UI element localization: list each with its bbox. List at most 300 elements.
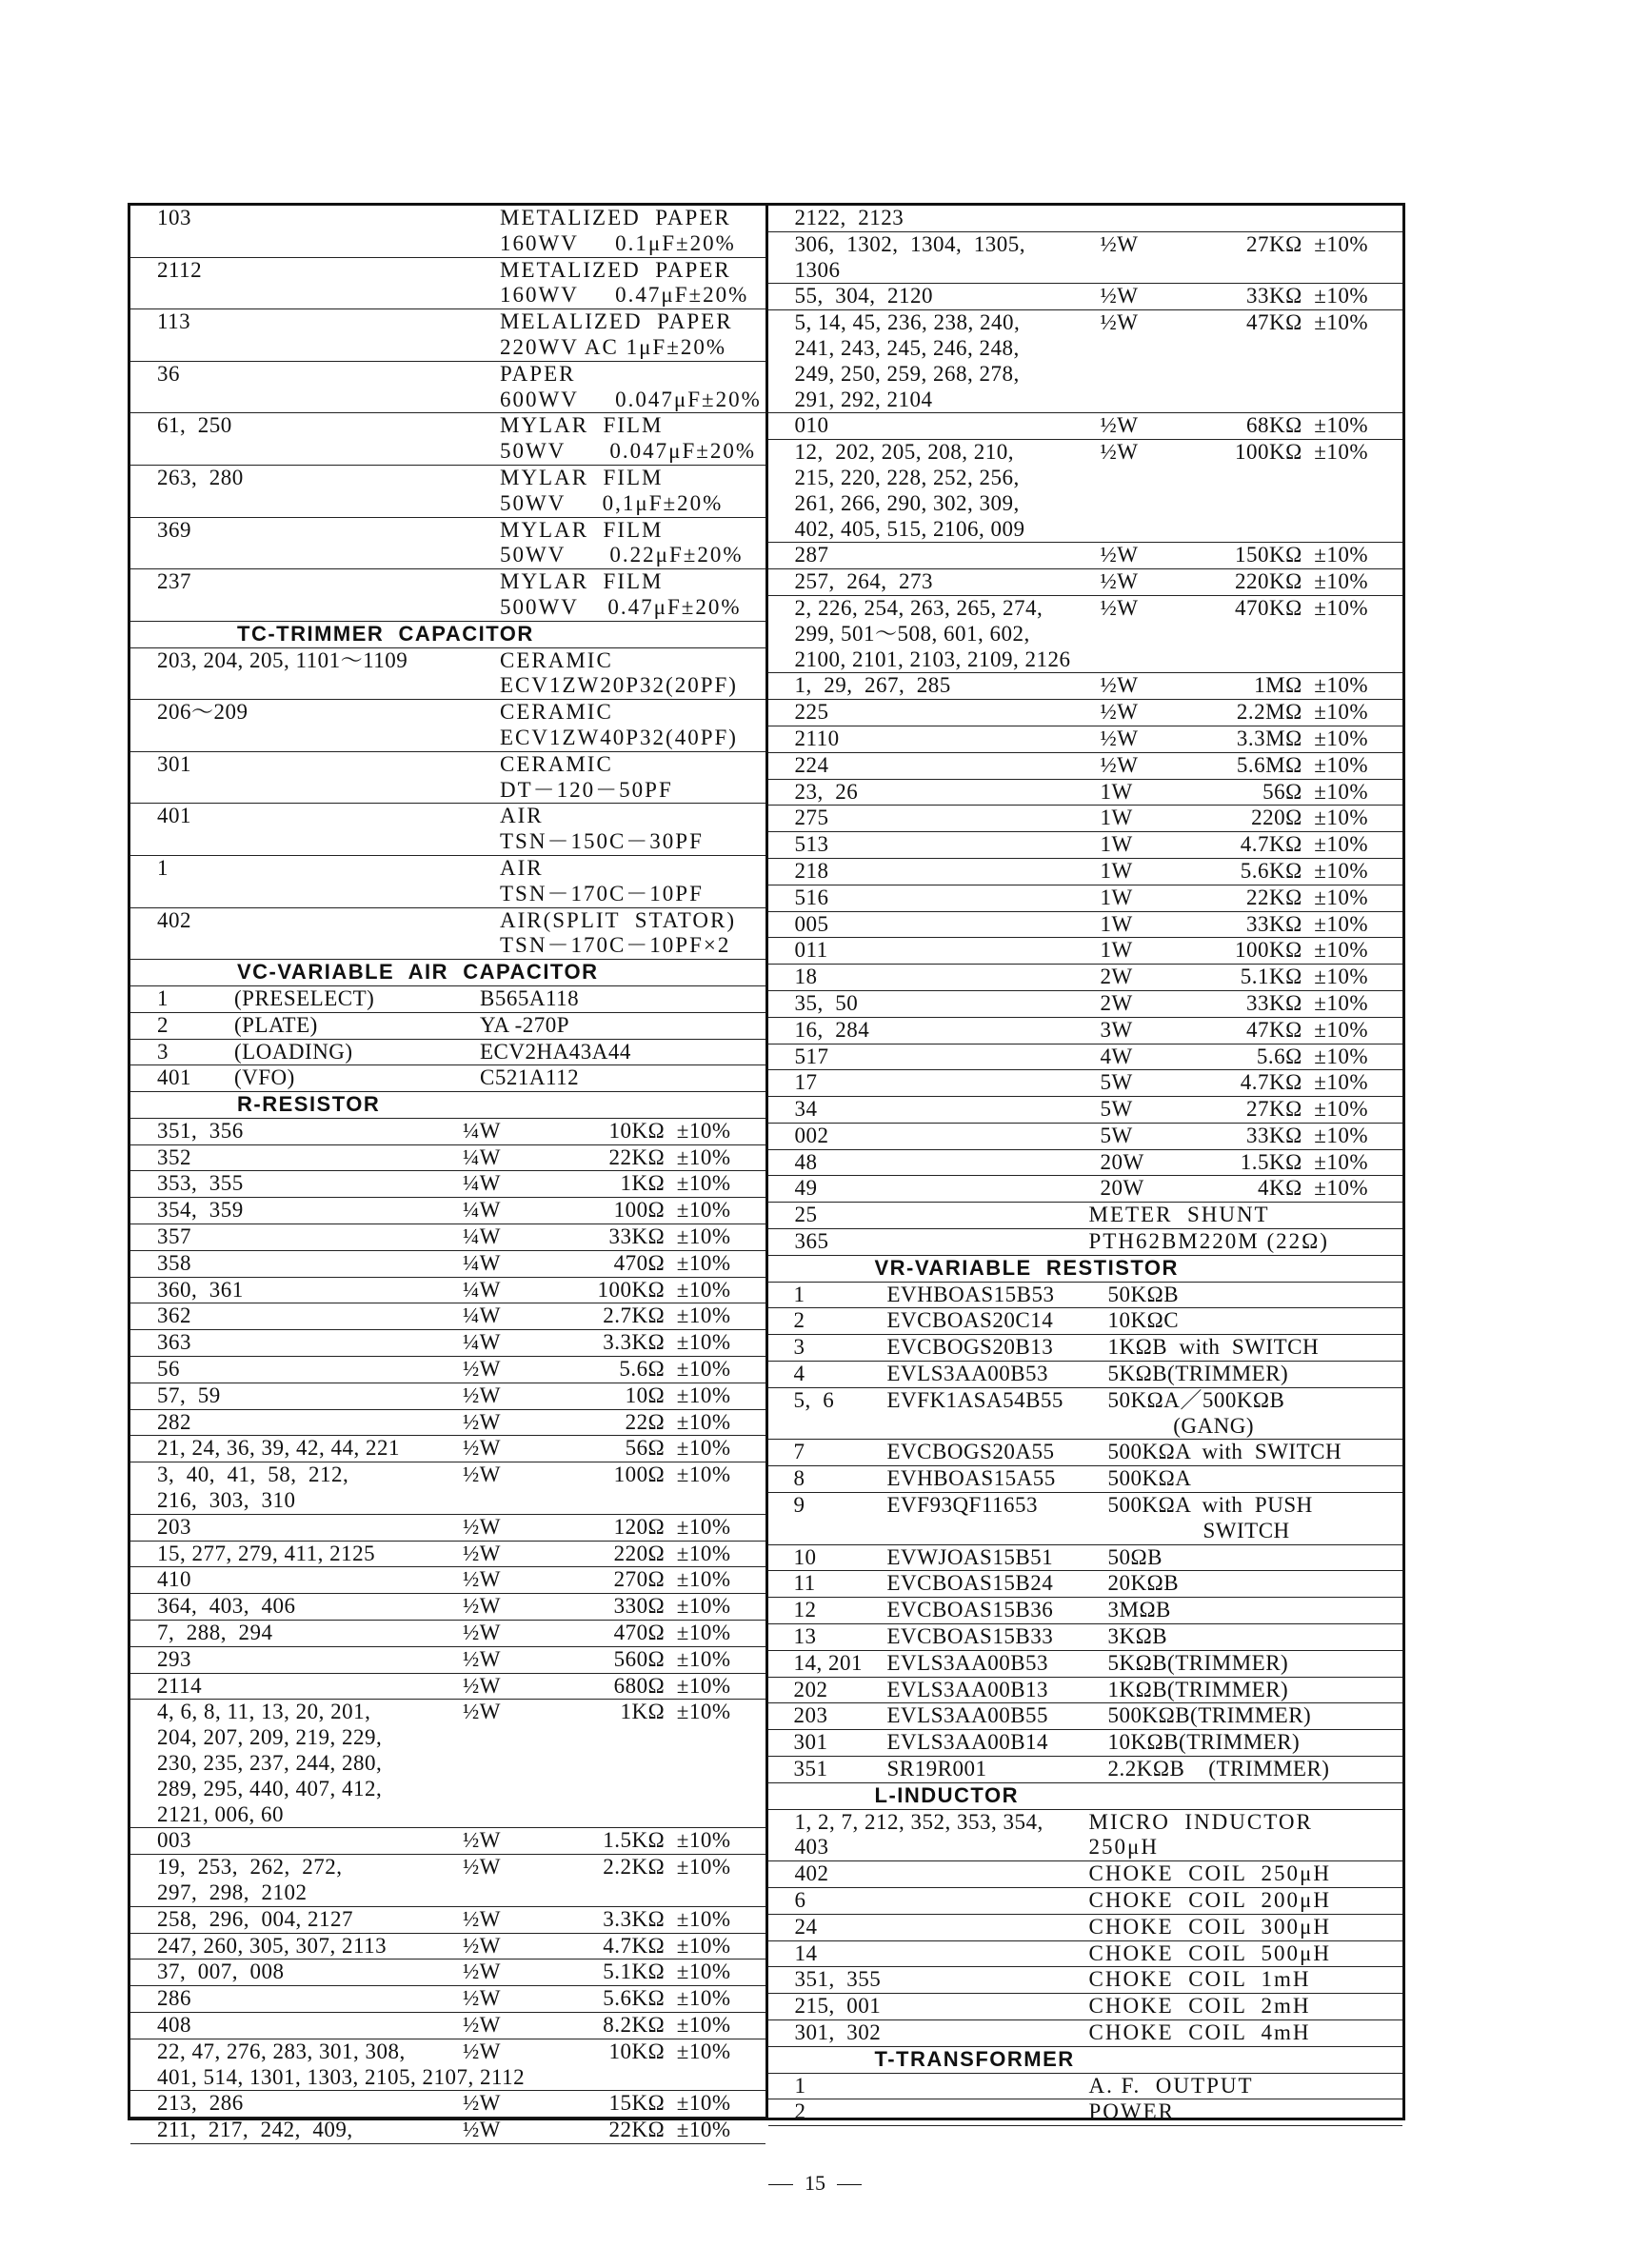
- resistance-value: 47KΩ ±10%: [1246, 310, 1368, 335]
- ref-numbers: 402: [157, 907, 191, 932]
- table-row: [130, 1700, 765, 1828]
- wattage: ½W: [1100, 595, 1139, 620]
- specification: 500KΩA with PUSH SWITCH: [1107, 1493, 1313, 1542]
- wattage: ½W: [463, 2039, 501, 2063]
- table-row: [768, 1493, 1403, 1545]
- ref-numbers: 15, 277, 279, 411, 2125: [157, 1541, 376, 1565]
- table-row: [768, 569, 1403, 596]
- wattage: ½W: [1100, 673, 1139, 698]
- specification: 500KΩA with SWITCH: [1107, 1440, 1342, 1464]
- part-number: EVFK1ASA54B55: [886, 1387, 1063, 1412]
- ref-number: 1: [157, 985, 169, 1010]
- table-row: [130, 1515, 765, 1542]
- section-heading: TC-TRIMMER CAPACITOR: [237, 621, 534, 646]
- table-row: [130, 1013, 765, 1040]
- resistance-value: 5.6MΩ ±10%: [1236, 752, 1368, 777]
- table-row: [130, 1065, 765, 1092]
- part-number: EVCBOGS20B13: [886, 1335, 1054, 1360]
- table-row: [130, 413, 765, 466]
- resistance-value: 2.7KΩ ±10%: [603, 1303, 731, 1328]
- specification: 50KΩA／500KΩB (GANG): [1107, 1387, 1285, 1438]
- resistance-value: 4KΩ ±10%: [1258, 1176, 1368, 1201]
- description: CERAMIC DT－120－50PF: [500, 751, 673, 802]
- ref-number: 1: [793, 1282, 805, 1306]
- wattage: 5W: [1100, 1070, 1133, 1095]
- ref-numbers: 113: [157, 309, 191, 334]
- ref-numbers: 61, 250: [157, 413, 232, 438]
- wattage: ¼W: [463, 1330, 501, 1355]
- specification: 5KΩB(TRIMMER): [1107, 1650, 1289, 1675]
- wattage: ½W: [463, 1409, 501, 1434]
- ref-number: 12: [793, 1598, 817, 1622]
- table-row: [130, 466, 765, 518]
- wattage: ½W: [463, 1462, 501, 1487]
- table-row: [130, 2091, 765, 2118]
- wattage: ½W: [463, 1436, 501, 1461]
- wattage: ¼W: [463, 1118, 501, 1143]
- wattage: 1W: [1100, 806, 1133, 830]
- ref-numbers: 49: [794, 1176, 818, 1201]
- part-number: EVCBOAS15B36: [886, 1598, 1054, 1622]
- ref-numbers: 35, 50: [794, 990, 859, 1015]
- table-row: [130, 206, 765, 258]
- table-row: [130, 1410, 765, 1437]
- ref-numbers: 2122, 2123: [794, 206, 904, 229]
- section-heading: T-TRANSFORMER: [874, 2046, 1075, 2071]
- ref-numbers: 363: [157, 1330, 191, 1355]
- table-row: [130, 1960, 765, 1986]
- table-row: [768, 596, 1403, 673]
- description: MICRO INDUCTOR 250μH: [1088, 1809, 1313, 1860]
- ref-numbers: 002: [794, 1123, 829, 1147]
- ref-numbers: 257, 264, 273: [794, 569, 933, 594]
- table-row: [768, 1440, 1403, 1466]
- table-row: [768, 726, 1403, 753]
- ref-numbers: 362: [157, 1303, 191, 1328]
- resistance-value: 120Ω ±10%: [613, 1514, 731, 1539]
- table-row: [130, 1594, 765, 1621]
- description: METALIZED PAPER 160WV 0.47μF±20%: [500, 257, 749, 308]
- table-row: [130, 1278, 765, 1304]
- ref-numbers: 360, 361: [157, 1277, 244, 1302]
- description: METER SHUNT: [1088, 1203, 1270, 1227]
- table-row: [130, 2039, 765, 2092]
- ref-numbers: 306, 1302, 1304, 1305, 1306: [794, 231, 1025, 282]
- table-row: [130, 856, 765, 908]
- wattage: ¼W: [463, 1144, 501, 1169]
- wattage: ½W: [463, 1933, 501, 1958]
- wattage: ½W: [463, 1646, 501, 1671]
- table-row: [768, 1362, 1403, 1388]
- resistance-value: 27KΩ ±10%: [1246, 231, 1368, 256]
- ref-numbers: 354, 359: [157, 1198, 244, 1223]
- resistance-value: 33KΩ ±10%: [1246, 284, 1368, 308]
- ref-numbers: 1, 2, 7, 212, 352, 353, 354, 403: [794, 1809, 1044, 1860]
- ref-numbers: 365: [794, 1229, 829, 1254]
- table-row: [130, 1567, 765, 1594]
- section-header: [768, 1783, 1403, 1810]
- description: CHOKE COIL 4mH: [1088, 2019, 1311, 2044]
- ref-number: 5, 6: [793, 1387, 835, 1412]
- ref-numbers: 408: [157, 2012, 191, 2037]
- table-row: [130, 752, 765, 805]
- wattage: ½W: [1100, 440, 1139, 465]
- position: (PLATE): [234, 1012, 318, 1037]
- table-row: [130, 1436, 765, 1462]
- table-row: [768, 1941, 1403, 1968]
- wattage: 5W: [1100, 1123, 1133, 1147]
- wattage: ½W: [463, 1514, 501, 1539]
- table-row: [130, 1224, 765, 1251]
- resistance-value: 5.1KΩ ±10%: [1240, 965, 1368, 989]
- ref-number: 9: [793, 1493, 805, 1518]
- table-row: [768, 1598, 1403, 1624]
- position: (VFO): [234, 1065, 295, 1090]
- ref-number: 11: [793, 1571, 816, 1596]
- description: CHOKE COIL 200μH: [1088, 1888, 1331, 1912]
- resistance-value: 8.2KΩ ±10%: [603, 2012, 731, 2037]
- table-row: [768, 1678, 1403, 1704]
- ref-numbers: 003: [157, 1828, 191, 1853]
- ref-numbers: 410: [157, 1567, 191, 1592]
- description: POWER: [1088, 2099, 1175, 2124]
- table-row: [768, 700, 1403, 726]
- ref-numbers: 213, 286: [157, 2091, 244, 2116]
- wattage: ½W: [463, 1383, 501, 1407]
- part-number: ECV2HA43A44: [480, 1039, 631, 1064]
- ref-numbers: 005: [794, 911, 829, 936]
- resistance-value: 2.2KΩ ±10%: [603, 1855, 731, 1880]
- resistance-value: 22Ω ±10%: [625, 1409, 731, 1434]
- wattage: ½W: [1100, 284, 1139, 308]
- ref-numbers: 263, 280: [157, 465, 244, 489]
- ref-numbers: 211, 217, 242, 409,: [157, 2118, 353, 2142]
- resistance-value: 68KΩ ±10%: [1246, 413, 1368, 438]
- resistance-value: 470Ω ±10%: [613, 1250, 731, 1275]
- ref-numbers: 247, 260, 305, 307, 2113: [157, 1933, 388, 1958]
- table-row: [130, 986, 765, 1013]
- wattage: 2W: [1100, 990, 1133, 1015]
- ref-numbers: 402: [794, 1861, 829, 1886]
- specification: 500KΩA: [1107, 1466, 1192, 1491]
- wattage: 5W: [1100, 1097, 1133, 1122]
- wattage: ½W: [463, 1960, 501, 1984]
- ref-numbers: 36: [157, 361, 180, 386]
- table-row: [768, 1018, 1403, 1044]
- table-row: [768, 1730, 1403, 1757]
- wattage: ½W: [1100, 413, 1139, 438]
- wattage: 2W: [1100, 965, 1133, 989]
- wattage: 1W: [1100, 779, 1133, 804]
- ref-numbers: 2114: [157, 1673, 203, 1698]
- description: MYLAR FILM 500WV 0.47μF±20%: [500, 569, 742, 619]
- resistance-value: 56Ω ±10%: [1262, 779, 1368, 804]
- ref-numbers: 203: [157, 1514, 191, 1539]
- ref-numbers: 517: [794, 1044, 829, 1068]
- ref-numbers: 5, 14, 45, 236, 238, 240, 241, 243, 245, 246, 248, 249, 250, 259, 268, 278, 291, 292, 2104: [794, 310, 1021, 411]
- resistance-value: 22KΩ ±10%: [608, 2118, 731, 2142]
- part-number: EVLS3AA00B55: [886, 1703, 1049, 1728]
- ref-numbers: 19, 253, 262, 272, 297, 298, 2102: [157, 1855, 343, 1904]
- table-row: [130, 1198, 765, 1224]
- table-row: [130, 908, 765, 961]
- part-number: EVCBOGS20A55: [886, 1440, 1055, 1464]
- wattage: ½W: [1100, 231, 1139, 256]
- description: MYLAR FILM 50WV 0.22μF±20%: [500, 517, 744, 567]
- left-column: [130, 206, 768, 2142]
- specification: 50ΩB: [1107, 1544, 1163, 1569]
- resistance-value: 22KΩ ±10%: [1246, 885, 1368, 909]
- resistance-value: 27KΩ ±10%: [1246, 1097, 1368, 1122]
- description: AIR TSN－170C－10PF: [500, 855, 704, 905]
- ref-numbers: 103: [157, 206, 191, 229]
- part-number: EVCBOAS15B24: [886, 1571, 1054, 1596]
- table-row: [130, 1907, 765, 1934]
- ref-numbers: 282: [157, 1409, 191, 1434]
- wattage: ¼W: [463, 1303, 501, 1328]
- table-row: [768, 1624, 1403, 1651]
- specification: 5KΩB(TRIMMER): [1107, 1362, 1289, 1386]
- ref-numbers: 24: [794, 1914, 818, 1939]
- wattage: ½W: [463, 2091, 501, 2116]
- wattage: ½W: [1100, 700, 1139, 725]
- resistance-value: 3.3KΩ ±10%: [603, 1330, 731, 1355]
- resistance-value: 560Ω ±10%: [613, 1646, 731, 1671]
- ref-number: 4: [793, 1362, 805, 1386]
- table-row: [768, 1097, 1403, 1124]
- table-row: [130, 569, 765, 622]
- table-row: [768, 1861, 1403, 1888]
- ref-numbers: 351, 356: [157, 1118, 244, 1143]
- section-heading: VC-VARIABLE AIR CAPACITOR: [237, 960, 599, 985]
- resistance-value: 220Ω ±10%: [613, 1541, 731, 1565]
- table-row: [768, 1229, 1403, 1256]
- table-row: [130, 1330, 765, 1357]
- description: AIR TSN－150C－30PF: [500, 804, 704, 854]
- table-row: [130, 804, 765, 856]
- ref-numbers: 21, 24, 36, 39, 42, 44, 221: [157, 1436, 400, 1461]
- resistance-value: 4.7KΩ ±10%: [603, 1933, 731, 1958]
- table-row: [130, 1145, 765, 1172]
- ref-numbers: 48: [794, 1149, 818, 1174]
- ref-number: 203: [793, 1703, 828, 1728]
- ref-numbers: 369: [157, 517, 191, 542]
- wattage: 1W: [1100, 885, 1133, 909]
- table-row: [130, 648, 765, 701]
- wattage: ½W: [1100, 543, 1139, 567]
- wattage: 1W: [1100, 858, 1133, 883]
- table-row: [768, 1150, 1403, 1177]
- specification: 500KΩB(TRIMMER): [1107, 1703, 1312, 1728]
- specification: 2.2KΩB (TRIMMER): [1107, 1757, 1330, 1781]
- resistance-value: 1KΩ ±10%: [620, 1171, 731, 1196]
- resistance-value: 33KΩ ±10%: [608, 1224, 731, 1249]
- table-row: [768, 673, 1403, 700]
- ref-numbers: 12, 202, 205, 208, 210, 215, 220, 228, 252, 256, 261, 266, 290, 302, 309, 402, 405, 515, 2106, 009: [794, 440, 1025, 541]
- ref-numbers: 301, 302: [794, 2019, 882, 2044]
- table-row: [768, 413, 1403, 440]
- resistance-value: 5.6KΩ ±10%: [603, 1986, 731, 2011]
- ref-numbers: 237: [157, 569, 191, 594]
- table-row: [130, 1251, 765, 1278]
- table-row: [130, 1934, 765, 1960]
- ref-numbers: 203, 204, 205, 1101～1109: [157, 647, 408, 672]
- section-heading: VR-VARIABLE RESTISTOR: [874, 1255, 1179, 1280]
- resistance-value: 3.3MΩ ±10%: [1236, 726, 1368, 750]
- ref-numbers: 351, 355: [794, 1967, 882, 1992]
- part-number: YA -270P: [480, 1012, 570, 1037]
- resistance-value: 2.2MΩ ±10%: [1236, 700, 1368, 725]
- ref-numbers: 3, 40, 41, 58, 212, 216, 303, 310: [157, 1462, 349, 1513]
- table-row: [130, 1462, 765, 1515]
- table-row: [768, 1757, 1403, 1783]
- ref-numbers: 293: [157, 1646, 191, 1671]
- resistance-value: 100Ω ±10%: [613, 1198, 731, 1223]
- right-column: [768, 206, 1403, 2124]
- table-row: [768, 2099, 1403, 2126]
- ref-number: 10: [793, 1544, 817, 1569]
- wattage: ½W: [1100, 752, 1139, 777]
- resistance-value: 220Ω ±10%: [1251, 806, 1368, 830]
- specification: 50KΩB: [1107, 1282, 1180, 1306]
- part-number: EVF93QF11653: [886, 1493, 1038, 1518]
- resistance-value: 1KΩ ±10%: [620, 1700, 731, 1724]
- wattage: ½W: [463, 1594, 501, 1619]
- ref-number: 3: [793, 1335, 805, 1360]
- resistance-value: 470KΩ ±10%: [1235, 595, 1368, 620]
- wattage: ¼W: [463, 1171, 501, 1196]
- ref-numbers: 206～209: [157, 700, 248, 725]
- table-row: [768, 1176, 1403, 1203]
- ref-number: 2: [793, 1308, 805, 1333]
- wattage: ¼W: [463, 1250, 501, 1275]
- table-row: [130, 1040, 765, 1066]
- wattage: ½W: [463, 1855, 501, 1880]
- ref-numbers: 301: [157, 751, 191, 776]
- wattage: ½W: [463, 1906, 501, 1931]
- description: CERAMIC ECV1ZW40P32(40PF): [500, 700, 738, 749]
- table-row: [768, 310, 1403, 413]
- resistance-value: [1177, 206, 1403, 231]
- ref-number: 3: [157, 1039, 169, 1064]
- resistance-value: 4.7KΩ ±10%: [1240, 832, 1368, 857]
- resistance-value: 100KΩ ±10%: [1235, 938, 1368, 963]
- table-row: [768, 1070, 1403, 1097]
- wattage: ½W: [463, 2012, 501, 2037]
- ref-numbers: 353, 355: [157, 1171, 244, 1196]
- table-row: [130, 1383, 765, 1410]
- part-number: EVCBOAS15B33: [886, 1624, 1054, 1649]
- table-row: [130, 1542, 765, 1568]
- resistance-value: 1.5KΩ ±10%: [1240, 1149, 1368, 1174]
- table-row: [768, 1703, 1403, 1730]
- table-row: [768, 2020, 1403, 2047]
- ref-numbers: 513: [794, 832, 829, 857]
- ref-numbers: 18: [794, 965, 818, 989]
- ref-numbers: 1: [157, 855, 169, 880]
- table-row: [768, 965, 1403, 991]
- ref-numbers: 2110: [794, 726, 840, 750]
- description: CHOKE COIL 250μH: [1088, 1861, 1331, 1886]
- ref-number: 401: [157, 1065, 191, 1090]
- table-row: [768, 1466, 1403, 1493]
- table-row: [768, 859, 1403, 885]
- resistance-value: 10KΩ ±10%: [608, 2039, 731, 2063]
- ref-numbers: 218: [794, 858, 829, 883]
- ref-number: 351: [793, 1757, 828, 1781]
- table-row: [130, 1171, 765, 1198]
- part-number: EVLS3AA00B14: [886, 1730, 1049, 1755]
- wattage: ½W: [463, 1357, 501, 1382]
- section-header: [768, 2047, 1403, 2074]
- specification: 1KΩB with SWITCH: [1107, 1335, 1320, 1360]
- table-row: [130, 1986, 765, 2013]
- parts-list-table: [128, 203, 1405, 2142]
- wattage: 20W: [1100, 1176, 1144, 1201]
- ref-numbers: 225: [794, 700, 829, 725]
- wattage: ½W: [1100, 726, 1139, 750]
- ref-number: 13: [793, 1624, 817, 1649]
- wattage: ½W: [463, 1700, 501, 1724]
- wattage: 1W: [1100, 911, 1133, 936]
- ref-numbers: 1, 29, 267, 285: [794, 673, 951, 698]
- wattage: ½W: [463, 2118, 501, 2142]
- table-row: [130, 1357, 765, 1383]
- resistance-value: 270Ω ±10%: [613, 1567, 731, 1592]
- resistance-value: 100Ω ±10%: [613, 1462, 731, 1487]
- table-row: [768, 753, 1403, 780]
- ref-numbers: 7, 288, 294: [157, 1621, 273, 1645]
- wattage: ½W: [463, 1541, 501, 1565]
- table-row: [130, 1674, 765, 1701]
- ref-numbers: 2, 226, 254, 263, 265, 274, 299, 501～508, 601, 602, 2100, 2101, 2103, 2109, 2126: [794, 595, 1071, 671]
- ref-number: 2: [157, 1012, 169, 1037]
- table-row: [130, 309, 765, 362]
- part-number: EVHBOAS15A55: [886, 1466, 1056, 1491]
- table-row: [768, 1335, 1403, 1362]
- resistance-value: 680Ω ±10%: [613, 1673, 731, 1698]
- section-heading: L-INDUCTOR: [874, 1782, 1019, 1807]
- table-row: [768, 1545, 1403, 1572]
- table-row: [768, 232, 1403, 285]
- table-row: [130, 1119, 765, 1145]
- wattage: 4W: [1100, 1044, 1133, 1068]
- ref-numbers: 010: [794, 413, 829, 438]
- description: A. F. OUTPUT: [1088, 2073, 1254, 2098]
- table-row: [768, 1994, 1403, 2020]
- position: (LOADING): [234, 1039, 353, 1064]
- description: MELALIZED PAPER 220WV AC 1μF±20%: [500, 309, 733, 359]
- ref-number: 14, 201: [793, 1650, 863, 1675]
- section-heading: R-RESISTOR: [237, 1092, 381, 1117]
- table-row: [768, 543, 1403, 569]
- resistance-value: 1.5KΩ ±10%: [603, 1828, 731, 1853]
- table-row: [130, 1303, 765, 1330]
- table-row: [130, 2118, 765, 2144]
- table-row: [768, 1203, 1403, 1229]
- ref-numbers: 22, 47, 276, 283, 301, 308, 401, 514, 1301, 1303, 2105, 2107, 2112: [157, 2039, 526, 2089]
- table-row: [768, 1571, 1403, 1598]
- table-row: [768, 1388, 1403, 1441]
- table-row: [768, 991, 1403, 1018]
- section-header: [768, 1256, 1403, 1283]
- ref-numbers: 34: [794, 1097, 818, 1122]
- wattage: ½W: [463, 1828, 501, 1853]
- table-row: [768, 1915, 1403, 1941]
- resistance-value: 10KΩ ±10%: [608, 1118, 731, 1143]
- ref-numbers: 352: [157, 1144, 191, 1169]
- table-row: [768, 885, 1403, 912]
